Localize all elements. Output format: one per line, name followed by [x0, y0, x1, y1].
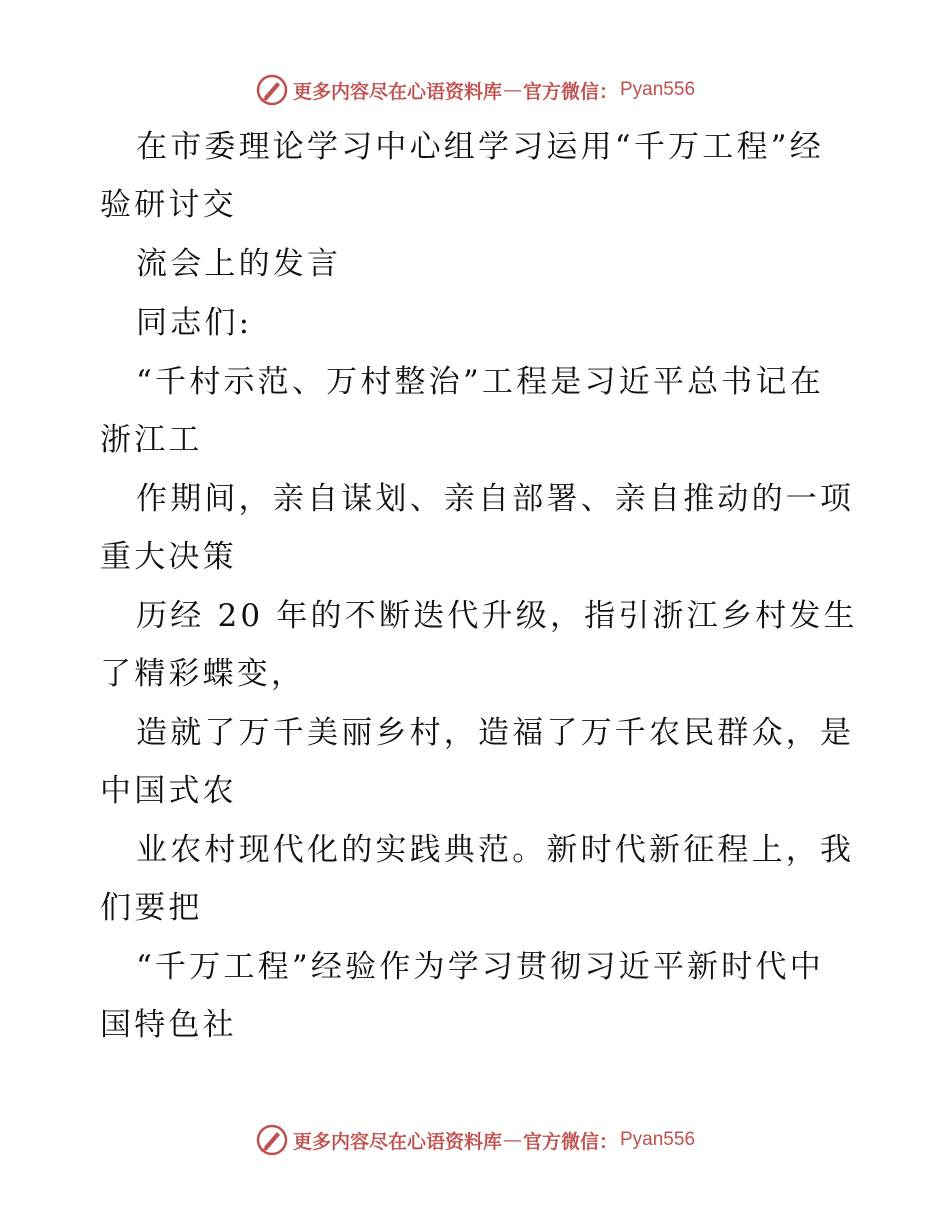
text-line-13: 业农村现代化的实践典范。新时代新征程上，我: [136, 832, 855, 868]
watermark-suffix: 官方微信：: [522, 80, 618, 103]
text-line-14: 们要把: [100, 890, 203, 926]
title-line-2: 验研讨交: [100, 187, 237, 223]
text-line-8: 重大决策: [100, 539, 237, 575]
pen-circle-logo-icon: [255, 1123, 289, 1157]
watermark-account: Pyan556: [620, 1129, 696, 1150]
footer-watermark: [0, 1122, 950, 1158]
text-line-6: 浙江工: [100, 422, 203, 458]
watermark-text: 更多内容尽在心语资料库: [292, 80, 502, 103]
title-line-3: 流会上的发言: [136, 246, 342, 282]
header-watermark: [0, 72, 950, 108]
watermark-separator: —: [502, 1129, 522, 1151]
watermark-separator: —: [502, 79, 522, 101]
title-line-1: 在市委理论学习中心组学习运用“千万工程”经: [136, 129, 824, 165]
pen-circle-logo-icon: [255, 73, 289, 107]
salutation: 同志们:: [136, 305, 253, 341]
watermark-suffix: 官方微信：: [522, 1130, 618, 1153]
watermark-text: 更多内容尽在心语资料库: [292, 1130, 502, 1153]
text-line-10: 了精彩蝶变，: [100, 656, 306, 692]
text-line-12: 中国式农: [100, 773, 237, 809]
text-line-15: “千万工程”经验作为学习贯彻习近平新时代中: [136, 949, 824, 985]
text-line-9: 历经 20 年的不断迭代升级，指引浙江乡村发生: [136, 598, 858, 634]
text-line-16: 国特色社: [100, 1007, 237, 1043]
text-line-7: 作期间，亲自谋划、亲自部署、亲自推动的一项: [136, 481, 855, 517]
text-line-5: “千村示范、万村整治”工程是习近平总书记在: [136, 364, 824, 400]
watermark-account: Pyan556: [620, 79, 696, 100]
text-line-11: 造就了万千美丽乡村，造福了万千农民群众，是: [136, 715, 855, 751]
